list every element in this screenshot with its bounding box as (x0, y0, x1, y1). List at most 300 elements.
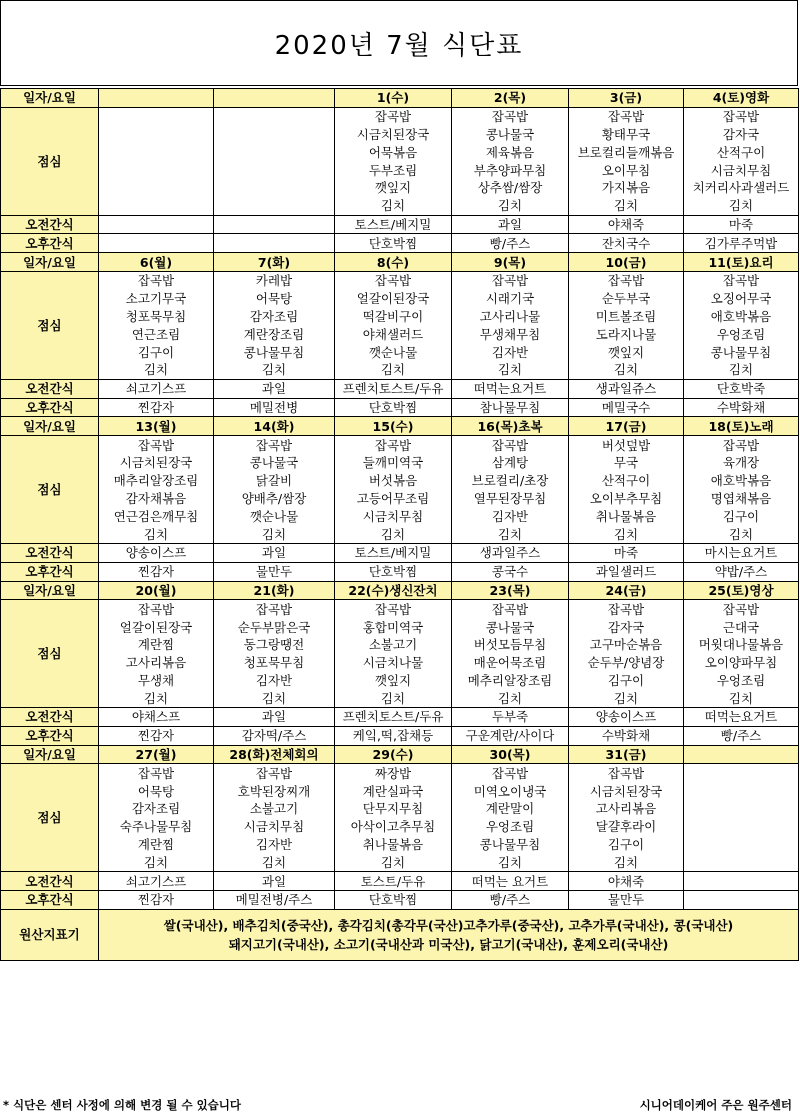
lunch-item-cell: 시금치무침 (684, 161, 799, 179)
pm-snack-cell: 구운계란/사이다 (452, 726, 569, 745)
lunch-item-cell: 고사리나물 (452, 308, 569, 326)
lunch-item-cell: 홍합미역국 (335, 618, 452, 636)
lunch-item-cell: 잡곡밥 (684, 436, 799, 454)
lunch-item-cell: 잡곡밥 (335, 600, 452, 618)
lunch-row (1, 161, 799, 179)
lunch-item-cell: 열무된장무침 (452, 490, 569, 508)
lunch-item-cell: 시금치나물 (335, 654, 452, 672)
lunch-item-cell: 콩나물무침 (684, 343, 799, 361)
lunch-item-cell: 감자조림 (99, 800, 214, 818)
lunch-item-cell: 연근검은깨무침 (99, 507, 214, 525)
am-snack-cell: 마시는요거트 (684, 543, 799, 562)
pm-snack-row (1, 234, 799, 253)
lunch-item-cell: 잡곡밥 (452, 436, 569, 454)
lunch-item-cell: 계란찜 (99, 636, 214, 654)
lunch-row (1, 490, 799, 508)
lunch-item-cell: 김치 (569, 689, 684, 707)
lunch-item-cell: 잡곡밥 (452, 107, 569, 125)
lunch-item-cell: 부추양파무침 (452, 161, 569, 179)
lunch-item-cell: 잡곡밥 (335, 107, 452, 125)
date-header-cell: 6(월) (99, 253, 214, 272)
am-snack-cell: 양송이스프 (99, 543, 214, 562)
date-day-label: 일자/요일 (1, 417, 99, 436)
am-snack-cell: 떠먹는 요거트 (452, 872, 569, 891)
pm-snack-row (1, 562, 799, 581)
lunch-item-cell: 계란말이 (452, 800, 569, 818)
lunch-item-cell: 어묵탕 (214, 290, 335, 308)
lunch-item-cell: 잡곡밥 (684, 107, 799, 125)
origin-row (1, 909, 799, 960)
lunch-item-cell: 잡곡밥 (99, 271, 214, 289)
lunch-item-cell: 김치 (569, 197, 684, 215)
lunch-item-cell: 김자반 (452, 343, 569, 361)
lunch-item-cell: 브로컬리/초장 (452, 472, 569, 490)
am-snack-cell: 과일 (452, 215, 569, 234)
pm-snack-cell: 잔치국수 (569, 234, 684, 253)
footer-note: * 식단은 센터 사정에 의해 변경 될 수 있습니다 (3, 1098, 242, 1112)
menu-table (0, 88, 799, 961)
pm-snack-cell: 메밀전병/주스 (214, 891, 335, 910)
pm-snack-cell: 찐감자 (99, 726, 214, 745)
lunch-item-cell: 김자반 (452, 507, 569, 525)
date-day-label: 일자/요일 (1, 745, 99, 764)
lunch-item-cell: 김치 (214, 525, 335, 543)
lunch-item-cell: 김치 (569, 525, 684, 543)
pm-snack-cell (684, 891, 799, 910)
lunch-row (1, 853, 799, 871)
pm-snack-cell: 수박화채 (569, 726, 684, 745)
lunch-item-cell: 김치 (335, 361, 452, 379)
lunch-item-cell: 소불고기 (214, 800, 335, 818)
lunch-row (1, 436, 799, 454)
am-snack-cell: 프렌치토스트/두유 (335, 708, 452, 727)
lunch-item-cell: 김치 (452, 361, 569, 379)
pm-snack-row (1, 398, 799, 417)
lunch-item-cell (684, 764, 799, 782)
lunch-row (1, 525, 799, 543)
date-header-cell: 30(목) (452, 745, 569, 764)
am-snack-label: 오전간식 (1, 379, 99, 398)
pm-snack-cell: 김가루주먹밥 (684, 234, 799, 253)
pm-snack-cell: 수박화채 (684, 398, 799, 417)
lunch-item-cell: 잡곡밥 (335, 436, 452, 454)
lunch-item-cell: 고사리볶음 (99, 654, 214, 672)
date-header-cell: 21(화) (214, 581, 335, 600)
lunch-item-cell: 잡곡밥 (335, 271, 452, 289)
lunch-item-cell: 콩나물무침 (452, 836, 569, 854)
pm-snack-cell: 단호박찜 (335, 891, 452, 910)
am-snack-cell: 양송이스프 (569, 708, 684, 727)
lunch-item-cell: 잡곡밥 (452, 271, 569, 289)
pm-snack-label: 오후간식 (1, 234, 99, 253)
lunch-row (1, 654, 799, 672)
lunch-row (1, 636, 799, 654)
lunch-item-cell: 어묵볶음 (335, 143, 452, 161)
lunch-item-cell: 김치 (335, 197, 452, 215)
lunch-item-cell: 김구이 (569, 836, 684, 854)
lunch-item-cell: 순두부국 (569, 290, 684, 308)
am-snack-row (1, 215, 799, 234)
am-snack-cell: 마죽 (684, 215, 799, 234)
lunch-item-cell: 치커리사과샐러드 (684, 179, 799, 197)
lunch-row (1, 197, 799, 215)
am-snack-cell: 과일 (214, 379, 335, 398)
footer (0, 1097, 800, 1113)
lunch-row (1, 672, 799, 690)
origin-line-1: 쌀(국내산), 배추김치(중국산), 총각김치(총각무(국산)고추가루(중국산), 고추가루(국내산), 콩(국내산) (163, 917, 734, 933)
lunch-label: 점심 (1, 271, 99, 379)
date-header-cell (99, 89, 214, 108)
lunch-item-cell: 잡곡밥 (684, 271, 799, 289)
am-snack-cell: 생과일쥬스 (569, 379, 684, 398)
lunch-item-cell: 잡곡밥 (569, 600, 684, 618)
lunch-item-cell (214, 126, 335, 144)
date-header-cell: 14(화) (214, 417, 335, 436)
date-header-cell: 13(월) (99, 417, 214, 436)
pm-snack-cell: 빵/주스 (452, 234, 569, 253)
lunch-item-cell: 미트볼조림 (569, 308, 684, 326)
lunch-item-cell (99, 126, 214, 144)
lunch-item-cell: 어묵탕 (99, 782, 214, 800)
pm-snack-cell: 참나물무침 (452, 398, 569, 417)
pm-snack-cell: 빵/주스 (452, 891, 569, 910)
lunch-item-cell: 감자채볶음 (99, 490, 214, 508)
lunch-item-cell: 깻잎지 (335, 179, 452, 197)
lunch-item-cell (684, 782, 799, 800)
lunch-item-cell: 김치 (99, 361, 214, 379)
am-snack-row (1, 543, 799, 562)
date-header-cell: 15(수) (335, 417, 452, 436)
lunch-row (1, 764, 799, 782)
pm-snack-cell: 물만두 (569, 891, 684, 910)
am-snack-cell (684, 872, 799, 891)
am-snack-cell: 토스트/베지밀 (335, 543, 452, 562)
lunch-item-cell: 들깨미역국 (335, 454, 452, 472)
lunch-item-cell: 김치 (452, 853, 569, 871)
lunch-item-cell: 김치 (452, 689, 569, 707)
date-header-cell: 17(금) (569, 417, 684, 436)
am-snack-cell (99, 215, 214, 234)
lunch-item-cell: 메추리알장조림 (452, 672, 569, 690)
pm-snack-cell: 단호박찜 (335, 234, 452, 253)
lunch-row (1, 818, 799, 836)
am-snack-cell: 마죽 (569, 543, 684, 562)
date-header-cell: 8(수) (335, 253, 452, 272)
week-header-row (1, 417, 799, 436)
lunch-item-cell: 명엽채볶음 (684, 490, 799, 508)
lunch-item-cell: 잡곡밥 (452, 600, 569, 618)
lunch-item-cell: 순두부맑은국 (214, 618, 335, 636)
origin-label: 원산지표기 (1, 909, 99, 960)
pm-snack-cell (99, 234, 214, 253)
lunch-item-cell: 머윗대나물볶음 (684, 636, 799, 654)
date-header-cell: 29(수) (335, 745, 452, 764)
date-header-cell: 28(화)전체회의 (214, 745, 335, 764)
lunch-item-cell: 김자반 (214, 672, 335, 690)
date-header-cell: 20(월) (99, 581, 214, 600)
pm-snack-cell (214, 234, 335, 253)
lunch-item-cell: 근대국 (684, 618, 799, 636)
lunch-item-cell: 감자조림 (214, 308, 335, 326)
lunch-item-cell (99, 179, 214, 197)
lunch-item-cell: 호박된장찌개 (214, 782, 335, 800)
date-header-cell (214, 89, 335, 108)
am-snack-row (1, 708, 799, 727)
date-day-label: 일자/요일 (1, 253, 99, 272)
lunch-item-cell: 계란찜 (99, 836, 214, 854)
lunch-item-cell: 무생채무침 (452, 325, 569, 343)
lunch-label: 점심 (1, 107, 99, 215)
pm-snack-cell: 단호박찜 (335, 398, 452, 417)
lunch-row (1, 600, 799, 618)
am-snack-cell: 야채죽 (569, 215, 684, 234)
lunch-item-cell: 잡곡밥 (569, 107, 684, 125)
am-snack-cell: 과일 (214, 543, 335, 562)
lunch-item-cell: 잡곡밥 (99, 764, 214, 782)
lunch-item-cell: 브로컬리들깨볶음 (569, 143, 684, 161)
lunch-item-cell: 김자반 (214, 836, 335, 854)
lunch-item-cell: 시금치무침 (214, 818, 335, 836)
lunch-item-cell: 오징어무국 (684, 290, 799, 308)
lunch-row (1, 271, 799, 289)
lunch-item-cell: 김치 (335, 853, 452, 871)
date-day-label: 일자/요일 (1, 89, 99, 108)
lunch-item-cell: 황태무국 (569, 126, 684, 144)
lunch-item-cell: 무국 (569, 454, 684, 472)
lunch-item-cell: 오이부추무침 (569, 490, 684, 508)
am-snack-cell: 과일 (214, 708, 335, 727)
lunch-item-cell: 소고기무국 (99, 290, 214, 308)
lunch-item-cell: 떡갈비구이 (335, 308, 452, 326)
lunch-row (1, 454, 799, 472)
lunch-item-cell: 양배추/쌈장 (214, 490, 335, 508)
lunch-item-cell: 얼갈이된장국 (99, 618, 214, 636)
lunch-item-cell: 김치 (99, 689, 214, 707)
date-header-cell: 10(금) (569, 253, 684, 272)
lunch-item-cell: 시래기국 (452, 290, 569, 308)
date-header-cell: 23(목) (452, 581, 569, 600)
lunch-item-cell: 닭갈비 (214, 472, 335, 490)
am-snack-cell: 두부죽 (452, 708, 569, 727)
lunch-row (1, 836, 799, 854)
lunch-item-cell: 김구이 (684, 507, 799, 525)
lunch-item-cell: 무생채 (99, 672, 214, 690)
lunch-item-cell: 삼계탕 (452, 454, 569, 472)
origin-text (99, 909, 799, 960)
lunch-item-cell: 김치 (214, 361, 335, 379)
date-header-cell: 9(목) (452, 253, 569, 272)
lunch-item-cell: 계란장조림 (214, 325, 335, 343)
week-header-row (1, 253, 799, 272)
lunch-item-cell: 김치 (452, 525, 569, 543)
lunch-item-cell (214, 161, 335, 179)
pm-snack-cell: 찐감자 (99, 891, 214, 910)
lunch-item-cell: 우엉조림 (684, 672, 799, 690)
week-header-row (1, 581, 799, 600)
pm-snack-cell: 케잌,떡,잡채등 (335, 726, 452, 745)
lunch-item-cell: 김치 (99, 525, 214, 543)
lunch-item-cell: 청포묵무침 (99, 308, 214, 326)
lunch-item-cell: 김구이 (569, 672, 684, 690)
date-header-cell: 31(금) (569, 745, 684, 764)
lunch-item-cell: 잡곡밥 (214, 764, 335, 782)
lunch-item-cell (99, 197, 214, 215)
lunch-item-cell: 감자국 (684, 126, 799, 144)
lunch-item-cell: 김치 (684, 361, 799, 379)
date-header-cell: 4(토)영화 (684, 89, 799, 108)
lunch-item-cell: 산적구이 (684, 143, 799, 161)
lunch-item-cell: 취나물볶음 (569, 507, 684, 525)
pm-snack-label: 오후간식 (1, 726, 99, 745)
pm-snack-cell: 메밀국수 (569, 398, 684, 417)
lunch-row (1, 472, 799, 490)
lunch-row (1, 126, 799, 144)
lunch-item-cell: 깻잎지 (569, 343, 684, 361)
lunch-item-cell (99, 107, 214, 125)
lunch-item-cell: 상추쌈/쌈장 (452, 179, 569, 197)
lunch-item-cell: 김치 (684, 197, 799, 215)
pm-snack-cell: 과일샐러드 (569, 562, 684, 581)
lunch-item-cell: 깻잎지 (335, 672, 452, 690)
lunch-item-cell: 매운어묵조림 (452, 654, 569, 672)
lunch-item-cell: 김치 (335, 689, 452, 707)
pm-snack-cell: 콩국수 (452, 562, 569, 581)
lunch-item-cell: 김치 (684, 689, 799, 707)
date-header-cell (684, 745, 799, 764)
lunch-item-cell: 단무지무침 (335, 800, 452, 818)
lunch-row (1, 507, 799, 525)
am-snack-cell: 생과일주스 (452, 543, 569, 562)
date-header-cell: 24(금) (569, 581, 684, 600)
lunch-item-cell: 동그랑땡전 (214, 636, 335, 654)
lunch-item-cell: 시금치무침 (335, 507, 452, 525)
lunch-row (1, 618, 799, 636)
lunch-item-cell: 애호박볶음 (684, 472, 799, 490)
lunch-item-cell: 김치 (214, 853, 335, 871)
pm-snack-cell: 감자떡/주스 (214, 726, 335, 745)
am-snack-label: 오전간식 (1, 872, 99, 891)
lunch-item-cell: 도라지나물 (569, 325, 684, 343)
lunch-item-cell (214, 179, 335, 197)
pm-snack-cell: 약밥/주스 (684, 562, 799, 581)
lunch-item-cell: 우엉조림 (452, 818, 569, 836)
pm-snack-cell: 찐감자 (99, 562, 214, 581)
lunch-item-cell (214, 197, 335, 215)
lunch-item-cell: 잡곡밥 (99, 600, 214, 618)
lunch-item-cell: 콩나물무침 (214, 343, 335, 361)
date-header-cell: 1(수) (335, 89, 452, 108)
lunch-item-cell: 잡곡밥 (214, 436, 335, 454)
lunch-item-cell: 깻순나물 (214, 507, 335, 525)
lunch-item-cell: 숙주나물무침 (99, 818, 214, 836)
pm-snack-cell: 단호박찜 (335, 562, 452, 581)
lunch-item-cell: 잡곡밥 (99, 436, 214, 454)
am-snack-cell: 쇠고기스프 (99, 379, 214, 398)
lunch-item-cell: 잡곡밥 (569, 271, 684, 289)
lunch-item-cell: 콩나물국 (452, 126, 569, 144)
lunch-item-cell: 김치 (569, 361, 684, 379)
pm-snack-cell: 빵/주스 (684, 726, 799, 745)
date-header-cell: 16(목)초복 (452, 417, 569, 436)
am-snack-cell: 프렌치토스트/두유 (335, 379, 452, 398)
date-header-cell: 3(금) (569, 89, 684, 108)
date-header-cell: 7(화) (214, 253, 335, 272)
lunch-item-cell: 아삭이고추무침 (335, 818, 452, 836)
lunch-item-cell (99, 161, 214, 179)
date-header-cell: 18(토)노래 (684, 417, 799, 436)
am-snack-cell: 떠먹는요거트 (684, 708, 799, 727)
date-header-cell: 22(수)생신잔치 (335, 581, 452, 600)
lunch-row (1, 689, 799, 707)
lunch-label: 점심 (1, 600, 99, 708)
lunch-item-cell: 잡곡밥 (684, 600, 799, 618)
lunch-row (1, 782, 799, 800)
lunch-item-cell: 버섯볶음 (335, 472, 452, 490)
lunch-item-cell: 잡곡밥 (452, 764, 569, 782)
lunch-label: 점심 (1, 764, 99, 872)
am-snack-cell: 단호박죽 (684, 379, 799, 398)
am-snack-row (1, 872, 799, 891)
lunch-item-cell: 애호박볶음 (684, 308, 799, 326)
lunch-item-cell: 고등어무조림 (335, 490, 452, 508)
lunch-item-cell: 시금치된장국 (335, 126, 452, 144)
lunch-item-cell: 연근조림 (99, 325, 214, 343)
lunch-item-cell: 오이양파무침 (684, 654, 799, 672)
am-snack-row (1, 379, 799, 398)
lunch-row (1, 325, 799, 343)
lunch-item-cell: 산적구이 (569, 472, 684, 490)
lunch-item-cell: 고사리볶음 (569, 800, 684, 818)
date-header-cell: 11(토)요리 (684, 253, 799, 272)
lunch-item-cell: 버섯덮밥 (569, 436, 684, 454)
lunch-item-cell: 김치 (99, 853, 214, 871)
week-header-row (1, 745, 799, 764)
lunch-row (1, 107, 799, 125)
origin-line-2: 돼지고기(국내산), 소고기(국내산과 미국산), 닭고기(국내산), 훈제오리(국내산) (228, 936, 669, 952)
lunch-item-cell: 김치 (684, 525, 799, 543)
pm-snack-label: 오후간식 (1, 398, 99, 417)
lunch-label: 점심 (1, 436, 99, 544)
pm-snack-label: 오후간식 (1, 562, 99, 581)
lunch-item-cell (684, 853, 799, 871)
pm-snack-row (1, 726, 799, 745)
lunch-item-cell: 고구마순볶음 (569, 636, 684, 654)
lunch-item-cell: 김치 (214, 689, 335, 707)
lunch-row (1, 143, 799, 161)
am-snack-cell: 쇠고기스프 (99, 872, 214, 891)
lunch-item-cell: 소불고기 (335, 636, 452, 654)
lunch-item-cell: 미역오이냉국 (452, 782, 569, 800)
lunch-item-cell: 콩나물국 (214, 454, 335, 472)
lunch-item-cell: 가지볶음 (569, 179, 684, 197)
lunch-row (1, 290, 799, 308)
lunch-item-cell: 제육볶음 (452, 143, 569, 161)
pm-snack-cell: 메밀전병 (214, 398, 335, 417)
date-day-label: 일자/요일 (1, 581, 99, 600)
am-snack-label: 오전간식 (1, 708, 99, 727)
lunch-item-cell: 우엉조림 (684, 325, 799, 343)
week-header-row (1, 89, 799, 108)
am-snack-cell: 과일 (214, 872, 335, 891)
lunch-item-cell: 깻순나물 (335, 343, 452, 361)
lunch-item-cell: 콩나물국 (452, 618, 569, 636)
pm-snack-cell: 찐감자 (99, 398, 214, 417)
am-snack-label: 오전간식 (1, 543, 99, 562)
pm-snack-row (1, 891, 799, 910)
lunch-item-cell: 시금치된장국 (569, 782, 684, 800)
lunch-item-cell (684, 836, 799, 854)
lunch-item-cell: 김치 (452, 197, 569, 215)
